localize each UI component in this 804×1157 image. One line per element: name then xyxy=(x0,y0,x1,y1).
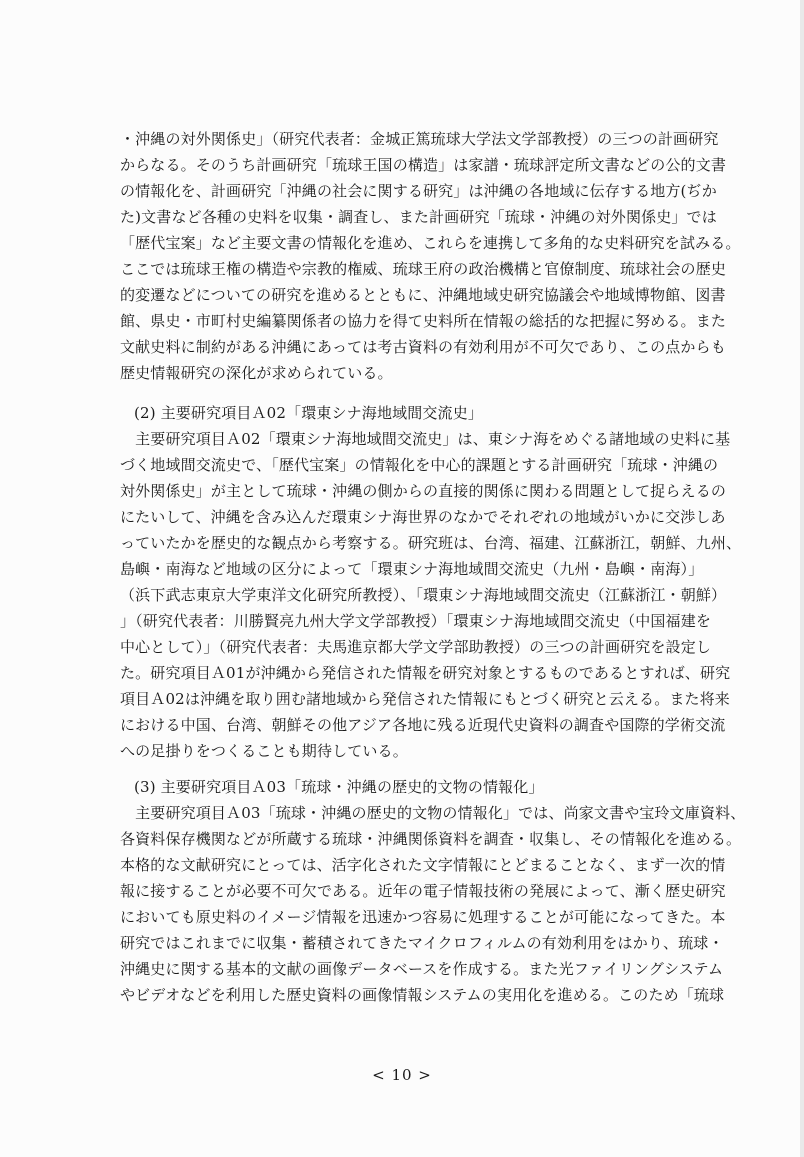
text-line: ここでは琉球王権の構造や宗教的権威、琉球王府の政治機構と官僚制度、琉球社会の歴史 xyxy=(120,260,727,278)
page-edge-shadow xyxy=(800,0,804,1157)
paragraph-section-2 xyxy=(120,426,742,764)
text-line: 沖縄史に関する基本的文献の画像データベースを作成する。また光ファイリングシステム xyxy=(120,960,724,978)
text-line: 主要研究項目Ａ02「環東シナ海地域間交流史」は、東シナ海をめぐる諸地域の史料に基 xyxy=(120,430,731,448)
text-line: づく地域間交流史で、「歴代宝案」の情報化を中心的課題とする計画研究「琉球・沖縄の xyxy=(120,456,719,474)
text-line: っていたかを歴史的な観点から考察する。研究班は、台湾、福建、江蘇浙江，朝鮮、九州、 xyxy=(120,534,742,552)
text-line: 報に接することが必要不可欠である。近年の電子情報技術の発展によって、漸く歴史研究 xyxy=(120,882,726,900)
text-line: ・沖縄の対外関係史」（研究代表者：金城正篤琉球大学法文学部教授）の三つの計画研究 xyxy=(120,130,719,148)
text-line: た。研究項目Ａ01が沖縄から発信された情報を研究対象とするものであるとすれば、研究 xyxy=(120,664,731,682)
text-line: た)文書など各種の史料を収集・調査し、また計画研究「琉球・沖縄の対外関係史」では xyxy=(120,208,717,226)
text-line: 館、県史・市町村史編纂関係者の協力を得て史料所在情報の総括的な把握に努める。また xyxy=(120,312,727,330)
text-line: 歴史情報研究の深化が求められている。 xyxy=(120,364,393,382)
text-line: 研究ではこれまでに収集・蓄積されてきたマイクロフィルムの有効利用をはかり、琉球・ xyxy=(120,934,724,952)
text-line: への足掛りをつくることも期待している。 xyxy=(120,742,408,760)
paragraph-section-3 xyxy=(120,800,746,1008)
text-line: にたいして、沖縄を含み込んだ環東シナ海世界のなかでそれぞれの地域がいかに交渉しあ xyxy=(120,508,726,526)
text-line: 」（研究代表者：川勝賢亮九州大学文学部教授）「環東シナ海地域間交流史（中国福建を xyxy=(120,612,712,630)
text-line: 「歴代宝案」など主要文書の情報化を進め、これらを連携して多角的な史料研究を試みる。 xyxy=(120,234,741,252)
section-3-heading-block xyxy=(120,774,720,800)
text-line: 各資料保存機関などが所蔵する琉球・沖縄関係資料を調査・収集し、その情報化を進める。 xyxy=(120,830,742,848)
section-heading: (2) 主要研究項目Ａ02「環東シナ海地域間交流史」 xyxy=(134,404,484,422)
text-line: （浜下武志東京大学東洋文化研究所教授）、「環東シナ海地域間交流史（江蘇浙江・朝鮮） xyxy=(120,586,727,604)
text-line: 中心として）」（研究代表者：夫馬進京都大学文学部助教授）の三つの計画研究を設定し xyxy=(120,638,712,656)
text-line: においても原史料のイメージ情報を迅速かつ容易に処理することが可能になってきた。本 xyxy=(120,908,726,926)
text-line: やビデオなどを利用した歴史資料の画像情報システムの実用化を進める。このため「琉球 xyxy=(120,986,725,1004)
text-line: における中国、台湾、朝鮮その他アジア各地に残る近現代史資料の調査や国際的学術交流 xyxy=(120,716,726,734)
paragraph-section-1 xyxy=(120,126,741,386)
text-line: 文献史料に制約がある沖縄にあっては考古資料の有効利用が不可欠であり、この点からも xyxy=(120,338,726,356)
text-line: からなる。そのうち計画研究「琉球王国の構造」は家譜・琉球評定所文書などの公的文書 xyxy=(120,156,727,174)
section-heading: (3) 主要研究項目Ａ03「琉球・沖縄の歴史的文物の情報化」 xyxy=(134,778,544,796)
text-line: 主要研究項目Ａ03「琉球・沖縄の歴史的文物の情報化」では、尚家文書や宝玲文庫資料、 xyxy=(120,804,746,822)
text-line: 島嶼・南海など地域の区分によって「環東シナ海地域間交流史（九州・島嶼・南海）」 xyxy=(120,560,704,578)
text-line: の情報化を、計画研究「沖縄の社会に関する研究」は沖縄の各地域に伝存する地方(ぢか xyxy=(120,182,717,200)
page-number: < 10 > xyxy=(372,1066,432,1084)
text-line: 本格的な文献研究にとっては、活字化された文字情報にとどまることなく、まず一次的情 xyxy=(120,856,726,874)
text-line: 的変遷などについての研究を進めるとともに、沖縄地域史研究協議会や地域博物館、図書 xyxy=(120,286,726,304)
section-2-heading-block xyxy=(120,400,720,426)
text-line: 対外関係史」が主として琉球・沖縄の側からの直接的関係に関わる問題として捉らえるの xyxy=(120,482,727,500)
text-line: 項目Ａ02は沖縄を取り囲む諸地域から発信された情報にもとづく研究と云える。また将来 xyxy=(120,690,730,708)
